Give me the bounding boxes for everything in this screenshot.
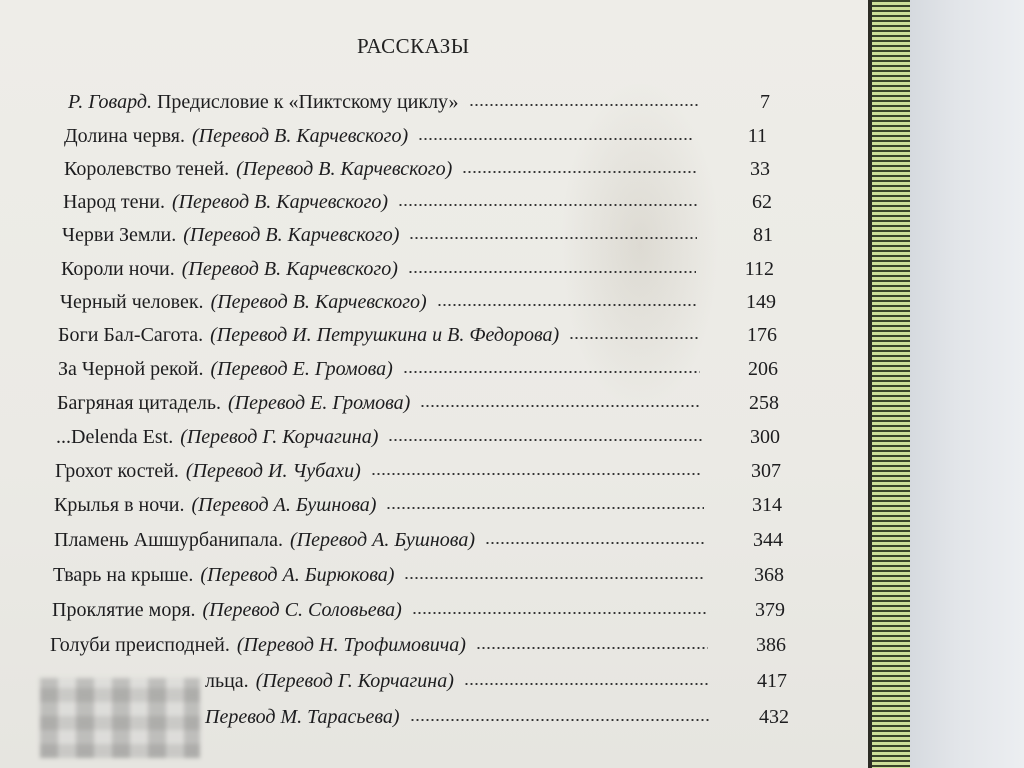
entry-title-text: Предисловие к «Пиктскому циклу» xyxy=(156,90,459,113)
leader-dots xyxy=(371,473,702,475)
leader-dots xyxy=(569,337,700,339)
toc-entry xyxy=(52,596,716,624)
page-number: 11 xyxy=(747,125,767,147)
background-surface xyxy=(910,0,1024,768)
toc-entry xyxy=(53,561,715,589)
entry-title: Пламень Ашшурбанипала. xyxy=(54,528,283,551)
toc-entry xyxy=(68,88,708,116)
entry-translator: (Перевод А. Бушнова) xyxy=(191,493,377,516)
toc-entry xyxy=(60,288,708,316)
toc-entry xyxy=(54,491,714,519)
page-number: 368 xyxy=(754,564,784,586)
leader-dots xyxy=(409,237,697,239)
entry-title: Тварь на крыше. xyxy=(53,563,194,586)
leader-dots xyxy=(437,304,698,306)
leader-dots xyxy=(398,204,698,206)
entry-translator: (Перевод А. Бирюкова) xyxy=(200,563,395,586)
entry-title xyxy=(68,91,459,114)
entry-title: ...Delenda Est. xyxy=(56,425,174,448)
entry-translator: Перевод М. Тарасьева) xyxy=(205,705,400,728)
entry-title: Королевство теней. xyxy=(64,157,230,180)
toc-entry xyxy=(64,155,706,183)
entry-title: Багряная цитадель. xyxy=(57,391,221,414)
entry-translator: (Перевод И. Чубахи) xyxy=(185,459,361,482)
spine-stripe-pattern xyxy=(870,0,910,768)
leader-dots xyxy=(403,371,700,373)
page-number: 81 xyxy=(753,224,773,246)
entry-title: Короли ночи. xyxy=(61,257,175,280)
toc-entry xyxy=(64,122,704,150)
leader-dots xyxy=(404,577,705,579)
entry-title: За Черной рекой. xyxy=(58,357,204,380)
entry-title: Голуби преисподней. xyxy=(50,633,230,656)
entry-title: Черви Земли. xyxy=(62,223,177,246)
leader-dots xyxy=(485,542,704,544)
entry-title: льца. xyxy=(205,669,249,692)
page-number: 149 xyxy=(746,291,776,313)
page-number: 62 xyxy=(752,191,772,213)
toc-entry xyxy=(58,321,710,349)
entry-translator: (Перевод В. Карчевского) xyxy=(191,124,409,147)
page-number: 386 xyxy=(756,634,786,656)
toc-entry xyxy=(58,355,710,383)
entry-title: Долина червя. xyxy=(64,124,185,147)
entry-translator: (Перевод Н. Трофимовича) xyxy=(236,633,466,656)
entry-title: Грохот костей. xyxy=(55,459,179,482)
entry-translator: (Перевод В. Карчевского) xyxy=(183,223,400,246)
toc-entry xyxy=(61,255,706,283)
leader-dots xyxy=(462,171,696,173)
page-number: 7 xyxy=(760,91,770,113)
page-number: 417 xyxy=(757,670,787,692)
entry-title: Крылья в ночи. xyxy=(54,493,185,516)
spine-edge xyxy=(868,0,872,768)
page-number: 112 xyxy=(744,258,774,280)
section-heading: РАССКАЗЫ xyxy=(357,34,470,58)
page-number: 300 xyxy=(750,426,780,448)
entry-translator: (Перевод В. Карчевского) xyxy=(171,190,389,213)
page-number: 33 xyxy=(750,158,770,180)
page-number: 432 xyxy=(759,706,789,728)
leader-dots xyxy=(418,138,694,140)
entry-title: Проклятие моря. xyxy=(52,598,196,621)
entry-title: Народ тени. xyxy=(63,190,165,213)
page-number: 206 xyxy=(748,358,778,380)
leader-dots xyxy=(386,507,704,509)
entry-translator: (Перевод Г. Корчагина) xyxy=(255,669,454,692)
entry-translator: (Перевод В. Карчевского) xyxy=(181,257,398,280)
leader-dots xyxy=(420,405,701,407)
page-number: 307 xyxy=(751,460,781,482)
toc-entry xyxy=(63,188,708,216)
entry-translator: (Перевод В. Карчевского) xyxy=(210,290,427,313)
toc-entry xyxy=(50,631,718,659)
leader-dots xyxy=(464,683,710,685)
toc-entry xyxy=(54,526,714,554)
page-number: 379 xyxy=(755,599,785,621)
page-number: 176 xyxy=(747,324,777,346)
page-number: 258 xyxy=(749,392,779,414)
leader-dots xyxy=(469,104,698,106)
blurred-redaction xyxy=(40,678,200,758)
leader-dots xyxy=(412,612,706,614)
toc-entry xyxy=(55,457,712,485)
toc-entry xyxy=(205,667,720,695)
entry-title: Черный человек. xyxy=(60,290,204,313)
entry-translator: (Перевод Е. Громова) xyxy=(227,391,411,414)
toc-entry xyxy=(62,221,707,249)
leader-dots xyxy=(388,439,702,441)
page-number: 344 xyxy=(753,529,783,551)
leader-dots xyxy=(408,271,696,273)
toc-entry xyxy=(205,703,721,731)
entry-translator: (Перевод Г. Корчагина) xyxy=(180,425,379,448)
entry-translator: (Перевод С. Соловьева) xyxy=(202,598,402,621)
entry-translator: (Перевод В. Карчевского) xyxy=(236,157,453,180)
page-number: 314 xyxy=(752,494,782,516)
toc-entry xyxy=(57,389,711,417)
leader-dots xyxy=(410,719,711,721)
entry-translator: (Перевод И. Петрушкина и В. Федорова) xyxy=(210,323,560,346)
entry-translator: (Перевод А. Бушнова) xyxy=(289,528,475,551)
toc-entry xyxy=(56,423,712,451)
entry-author: Р. Говард. xyxy=(68,90,152,113)
entry-translator: (Перевод Е. Громова) xyxy=(210,357,393,380)
leader-dots xyxy=(476,647,708,649)
entry-title: Боги Бал-Сагота. xyxy=(58,323,204,346)
